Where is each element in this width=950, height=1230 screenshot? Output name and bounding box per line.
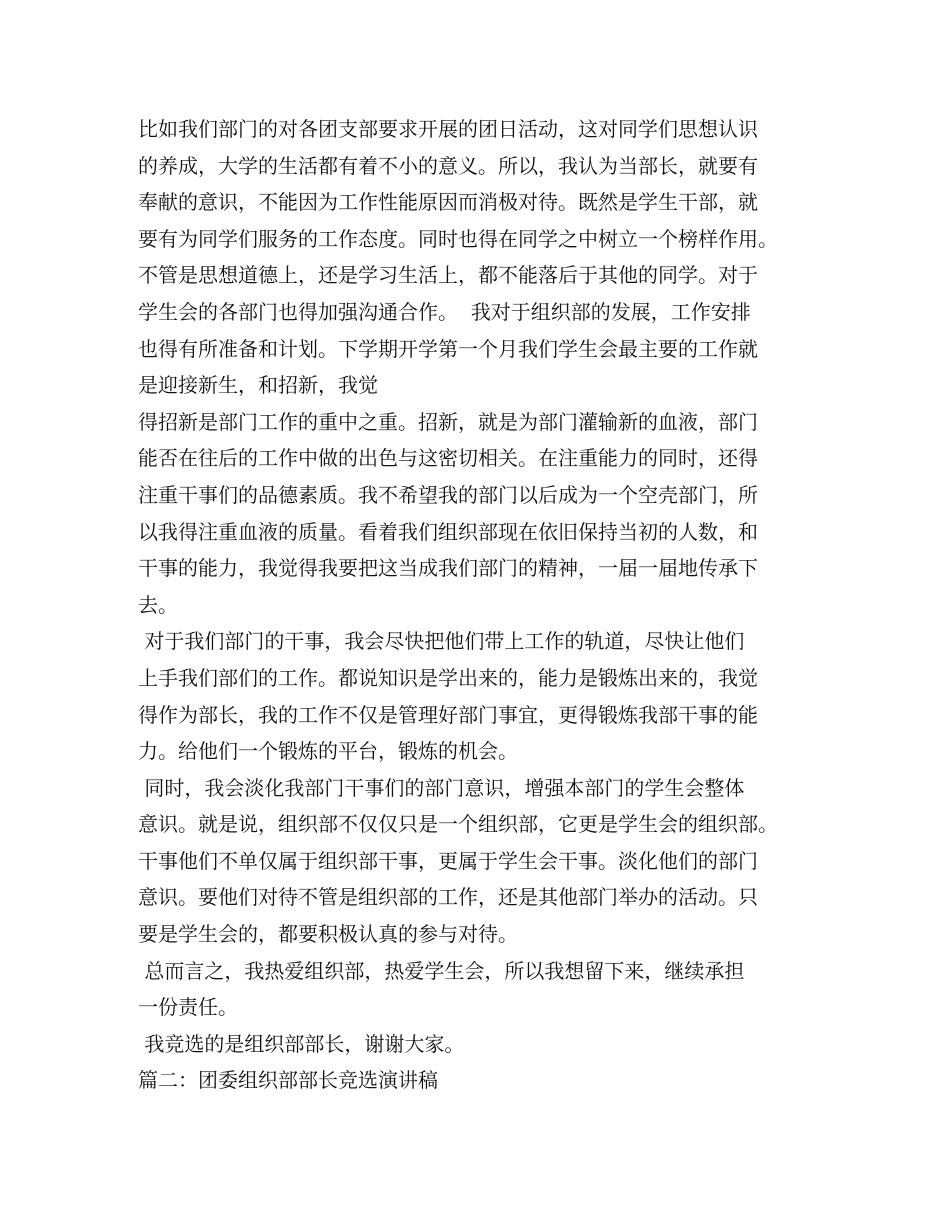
text-line-18: 力。给他们一个锻炼的平台，锻炼的机会。 [138,739,518,764]
text-line-13: 干事的能力，我觉得我要把这当成我们部门的精神，一届一届地传承下 [138,556,758,581]
text-line-16: 上手我们部们的工作。都说知识是学出来的，能力是锻炼出来的，我觉 [138,665,758,690]
text-line-2: 的养成，大学的生活都有着不小的意义。所以，我认为当部长，就要有 [138,153,758,178]
text-line-17: 得作为部长，我的工作不仅是管理好部门事宜，更得锻炼我部干事的能 [138,702,758,727]
text-line-20: 意识。就是说，组织部不仅仅只是一个组织部，它更是学生会的组织部。 [138,812,778,837]
text-line-3: 奉献的意识，不能因为工作性能原因而消极对待。既然是学生干部，就 [138,190,758,215]
text-line-14: 去。 [138,592,178,617]
text-line-9: 得招新是部门工作的重中之重。招新，就是为部门灌输新的血液，部门 [138,409,758,434]
text-line-24: 总而言之，我热爱组织部，热爱学生会，所以我想留下来，继续承担 [138,958,745,983]
document-body [138,111,828,1099]
text-line-5: 不管是思想道德上，还是学习生活上，都不能落后于其他的同学。对于 [138,263,758,288]
text-line-1: 比如我们部门的对各团支部要求开展的团日活动，这对同学们思想认识 [138,117,758,141]
text-line-11: 注重干事们的品德素质。我不希望我的部门以后成为一个空壳部门，所 [138,482,758,507]
text-line-12: 以我得注重血液的质量。看着我们组织部现在依旧保持当初的人数，和 [138,519,758,544]
text-line-23: 要是学生会的，都要积极认真的参与对待。 [138,922,518,947]
text-line-4: 要有为同学们服务的工作态度。同时也得在同学之中树立一个榜样作用。 [138,226,778,251]
text-line-26: 我竞选的是组织部部长，谢谢大家。 [138,1031,465,1056]
text-line-6: 学生会的各部门也得加强沟通合作。 我对于组织部的发展，工作安排 [138,299,751,324]
text-line-21: 干事他们不单仅属于组织部干事，更属于学生会干事。淡化他们的部门 [138,848,758,873]
text-line-10: 能否在往后的工作中做的出色与这密切相关。在注重能力的同时，还得 [138,446,758,471]
text-line-15: 对于我们部门的干事，我会尽快把他们带上工作的轨道，尽快让他们 [138,629,745,654]
text-line-22: 意识。要他们对待不管是组织部的工作，还是其他部门举办的活动。只 [138,885,758,910]
text-line-25: 一份责任。 [138,995,238,1020]
section-heading: 篇二：团委组织部部长竞选演讲稿 [138,1068,438,1093]
text-line-7: 也得有所准备和计划。下学期开学第一个月我们学生会最主要的工作就 [138,336,758,361]
text-line-8: 是迎接新生，和招新，我觉 [138,373,378,398]
text-line-19: 同时，我会淡化我部门干事们的部门意识，增强本部门的学生会整体 [138,775,745,800]
